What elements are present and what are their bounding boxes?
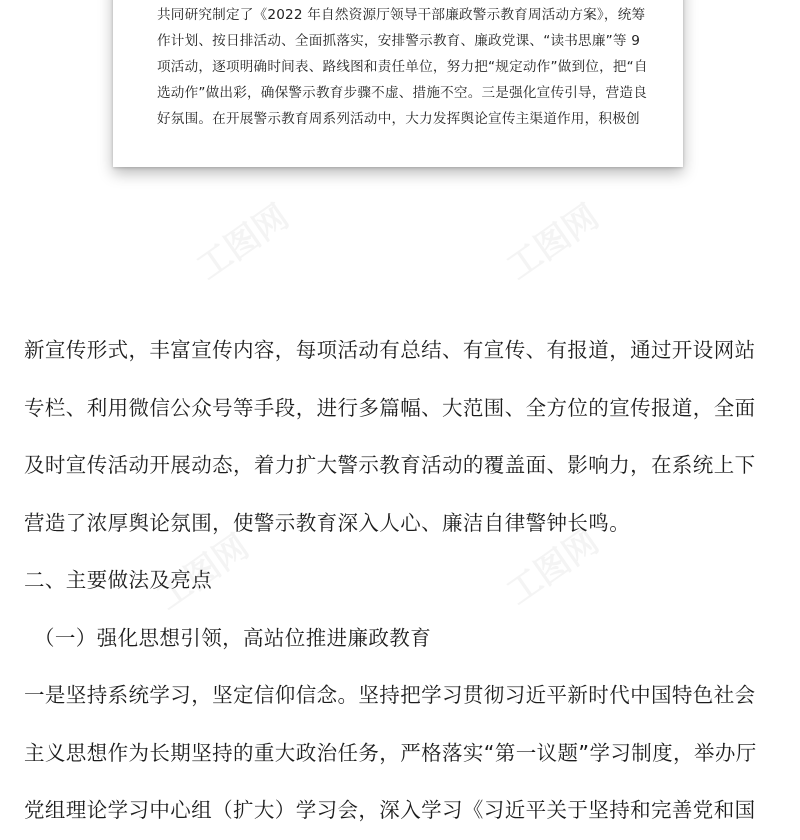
watermark	[185, 190, 297, 289]
preview-line: 好氛围。在开展警示教育周系列活动中，大力发挥舆论宣传主渠道作用，积极创	[157, 111, 640, 127]
watermark	[495, 190, 607, 289]
paragraph-line: 党组理论学习中心组（扩大）学习会，深入学习《习近平关于坚持和完善党和国	[24, 798, 756, 822]
section-heading: 二、主要做法及亮点	[24, 568, 213, 592]
preview-line: 作计划、按日排活动、全面抓落实，安排警示教育、廉政党课、“读书思廉”等 9	[157, 33, 641, 49]
paragraph-line: 主义思想作为长期坚持的重大政治任务，严格落实“第一议题”学习制度，举办厅	[24, 740, 757, 765]
paragraph-line: 专栏、利用微信公众号等手段，进行多篇幅、大范围、全方位的宣传报道，全面	[24, 395, 756, 420]
paragraph-line: 一是坚持系统学习，坚定信仰信念。坚持把学习贯彻习近平新时代中国特色社会	[24, 683, 756, 707]
paragraph-line: 新宣传形式，丰富宣传内容，每项活动有总结、有宣传、有报道，通过开设网站	[24, 338, 756, 362]
preview-line: 共同研究制定了《2022 年自然资源厅领导干部廉政警示教育周活动方案》，统筹	[157, 7, 646, 23]
page-preview-text	[157, 2, 653, 132]
paragraph-line: 及时宣传活动开展动态，着力扩大警示教育活动的覆盖面、影响力，在系统上下	[24, 453, 756, 477]
preview-line: 项活动，逐项明确时间表、路线图和责任单位，努力把“规定动作”做到位，把“自	[157, 59, 648, 75]
paragraph-line: 营造了浓厚舆论氛围，使警示教育深入人心、廉洁自律警钟长鸣。	[24, 510, 631, 535]
page-preview-card	[113, 0, 683, 167]
preview-line: 选动作”做出彩，确保警示教育步骤不虚、措施不空。三是强化宣传引导，营造良	[157, 85, 648, 101]
subsection-heading: （一）强化思想引领，高站位推进廉政教育	[34, 625, 432, 650]
document-body	[24, 322, 784, 840]
